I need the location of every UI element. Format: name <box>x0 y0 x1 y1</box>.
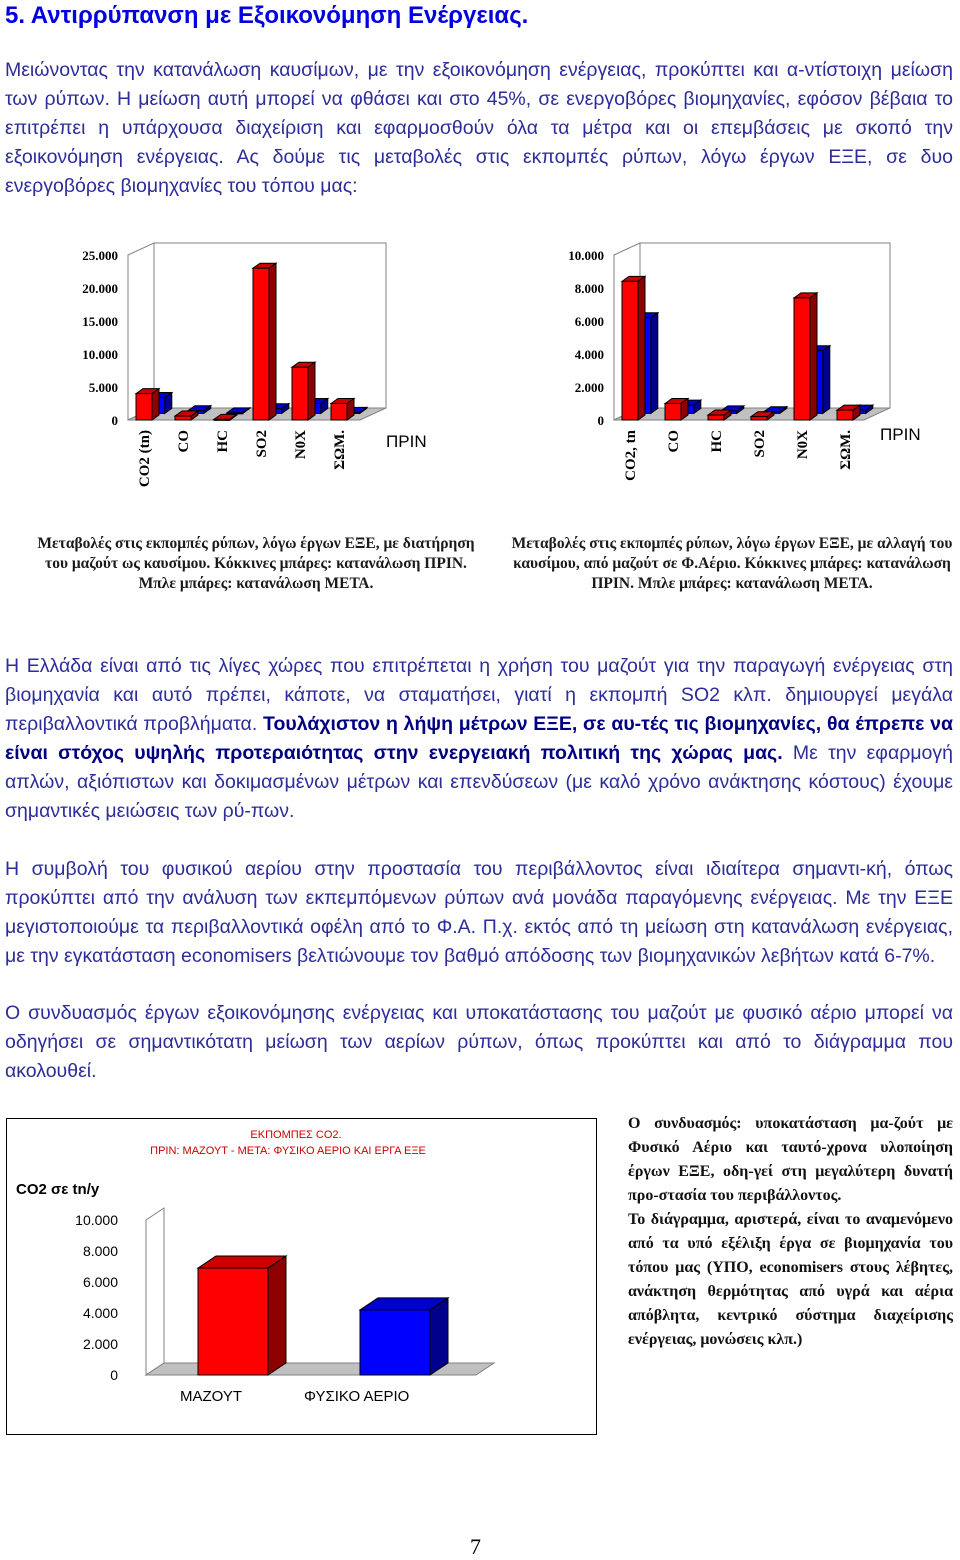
category-label: SO2 <box>254 430 270 458</box>
category-label: CO <box>666 430 682 453</box>
bar-before <box>253 263 276 420</box>
y-tick-label: 5.000 <box>88 380 118 395</box>
co2-bar <box>198 1256 286 1375</box>
chart-2-emissions-natural-gas <box>514 222 960 522</box>
chart-3-co2-emissions <box>6 1118 606 1436</box>
body-paragraph-1-text: Η Ελλάδα είναι από τις λίγες χώρες που επιτρέπεται η χρήση του μαζούτ για την παραγωγή ενέργειας στη βιομηχανία και αυτό πρέπει, κάποτε, να σταματήσει, γιατί η εκπομπή SO2 κλπ. δημιουργεί μεγάλα περιβαλλοντικά προβλήματα. <box>5 655 953 735</box>
y-tick-label: 8.000 <box>574 281 604 296</box>
y-tick-label: 20.000 <box>82 281 118 296</box>
y-tick-label: 0 <box>597 413 604 428</box>
chart-title: ΕΚΠΟΜΠΕΣ CO2. <box>250 1129 342 1141</box>
y-tick-label: 4.000 <box>574 347 604 362</box>
legend-label: ΠΡΙΝ <box>386 432 427 451</box>
chart-2-caption: Μεταβολές στις εκπομπές ρύπων, λόγω έργων ΕΞΕ, με αλλαγή του καυσίμου, από μαζούτ σε Φ.Αέριο. Κόκκινες μπάρες: κατανάλωση ΠΡΙΝ. Μπλε μπάρες: κατανάλωση ΜΕΤΑ. <box>511 535 953 592</box>
y-tick-label: 0 <box>111 413 118 428</box>
y-tick-label: 25.000 <box>82 248 118 263</box>
bar-before <box>794 293 817 420</box>
category-label: HC <box>709 430 725 453</box>
category-label: HC <box>215 430 231 453</box>
body-paragraph-3: Ο συνδυασμός έργων εξοικονόμησης ενέργειας και υποκατάστασης του μαζούτ με φυσικό αέριο μπορεί να οδηγήσει σε σημαντικότατη μείωση των αερίων ρύπων, όπως προκύπτει και από το διάγραμμα που ακολουθεί. <box>5 1002 953 1082</box>
chart-1-caption: Μεταβολές στις εκπομπές ρύπων, λόγω έργων ΕΞΕ, με διατήρηση του μαζούτ ως καυσίμου. Κόκκινες μπάρες: κατανάλωση ΠΡΙΝ. Μπλε μπάρες: κατανάλωση ΜΕΤΑ. <box>37 535 475 592</box>
category-label: ΣΩΜ. <box>838 430 854 470</box>
category-label: N0X <box>795 430 811 460</box>
bar-before <box>292 362 315 420</box>
category-label: ΜΑΖΟΥΤ <box>180 1388 243 1405</box>
bar-before <box>622 276 645 420</box>
commentary-paragraph-2: Το διάγραμμα, αριστερά, είναι το αναμενόμενο από τα υπό εξέλιξη έργα σε βιομηχανία του τόπου μας (ΥΠΟ, economisers στους λέβητες, ανάκτηση θερμότητας από υγρά και αέρια απόβλητα, κεντρικό σύστημα διαχείρισης ενέργειας, μονώσεις κλπ.) <box>628 1211 953 1348</box>
y-tick-label: 10.000 <box>75 1212 118 1228</box>
body-paragraph-2: Η συμβολή του φυσικού αερίου στην προστασία του περιβάλλοντος είναι ιδιαίτερα σημαντι-κή, όπως προκύπτει από την ανάλυση των εκπεμπόμενων ρύπων ανά μονάδα παραγόμενης ενέργειας. Με την ΕΞΕ μεγιστοποιούμε τα περιβαλλοντικά οφέλη από το Φ.Α. Π.χ. εκτός από τη μείωση στη κατανάλωση ενέργειας, με την εγκατάσταση economisers βελτιώνουμε τον βαθμό απόδοσης των βιομηχανικών λεβήτων κατά 6-7%. <box>5 858 953 967</box>
chart-3-commentary <box>628 1112 953 1352</box>
category-label: N0X <box>293 430 309 460</box>
chart-1-emissions-fuel-oil <box>36 232 476 522</box>
bar-before <box>665 399 688 421</box>
y-tick-label: 8.000 <box>82 1243 118 1259</box>
back-wall <box>640 243 890 408</box>
bar-before <box>136 389 159 420</box>
category-label: ΣΩΜ. <box>332 430 348 470</box>
category-label: CO2 (tn) <box>137 430 153 488</box>
co2-bar <box>360 1298 448 1375</box>
y-tick-label: 2.000 <box>82 1336 118 1352</box>
side-wall <box>146 1208 164 1375</box>
y-tick-label: 6.000 <box>82 1274 118 1290</box>
category-label: ΦΥΣΙΚΟ ΑΕΡΙΟ <box>304 1388 410 1405</box>
y-axis-label: CO2 σε tn/y <box>16 1181 100 1198</box>
category-label: CO <box>176 430 192 453</box>
y-tick-label: 2.000 <box>574 380 604 395</box>
commentary-paragraph-1: Ο συνδυασμός: υποκατάσταση μα-ζούτ με Φυσικό Αέριο και ταυτό-χρονα υλοποίηση έργων ΕΞΕ, οδη-γεί στη μεγαλύτερη δυνατή προ-στασία του περιβάλλοντος. <box>628 1115 953 1204</box>
y-tick-label: 10.000 <box>568 248 604 263</box>
chart-subtitle: ΠΡΙΝ: ΜΑΖΟΥΤ - ΜΕΤΑ: ΦΥΣΙΚΟ ΑΕΡΙΟ ΚΑΙ ΕΡΓΑ ΕΞΕ <box>150 1145 426 1157</box>
body-paragraph-1-emphasis: Τουλάχιστον η λήψη μέτρων ΕΞΕ, σε αυ-τές τις βιομηχανίες, θα έπρεπε να είναι στόχος υψηλής προτεραιότητας στην ενεργειακή πολιτική της χώρας μας. <box>5 713 954 764</box>
section-heading: 5. Αντιρρύπανση με Εξοικονόμηση Ενέργειας. <box>5 2 529 29</box>
bar-before <box>331 399 354 421</box>
category-label: SO2 <box>752 430 768 458</box>
y-tick-label: 0 <box>110 1367 118 1383</box>
category-label: CO2, tn <box>623 430 639 481</box>
legend-label: ΠΡΙΝ <box>880 425 921 444</box>
y-tick-label: 6.000 <box>574 314 604 329</box>
y-tick-label: 4.000 <box>82 1305 118 1321</box>
page-number: 7 <box>470 1534 481 1559</box>
y-tick-label: 15.000 <box>82 314 118 329</box>
intro-paragraph: Μειώνοντας την κατανάλωση καυσίμων, με την εξοικονόμηση ενέργειας, προκύπτει και α-ντίστοιχη μείωση των ρύπων. Η μείωση αυτή μπορεί να φθάσει και στο 45%, σε ενεργοβόρες βιομηχανίες, εφόσον βέβαια το επιτρέπει η υπάρχουσα διαχείριση και εφαρμοσθούν όλα τα μέτρα και οι επεμβάσεις με σκοπό την εξοικονόμηση ενέργειας. Ας δούμε τις μεταβολές στις εκπομπές ρύπων, λόγω έργων ΕΞΕ, σε δυο ενεργοβόρες βιομηχανίες του τόπου μας: <box>5 59 953 197</box>
bar-before <box>837 405 860 420</box>
y-tick-label: 10.000 <box>82 347 118 362</box>
body-paragraph-1 <box>5 652 953 826</box>
body-paragraph-1-tail: Με την εφαρμογή απλών, αξιόπιστων και δοκιμασμένων μέτρων και επενδύσεων (με καλό χρόνο ανάκτησης κόστους) έχουμε σημαντικές μειώσεις των ρύ-πων. <box>5 742 953 822</box>
